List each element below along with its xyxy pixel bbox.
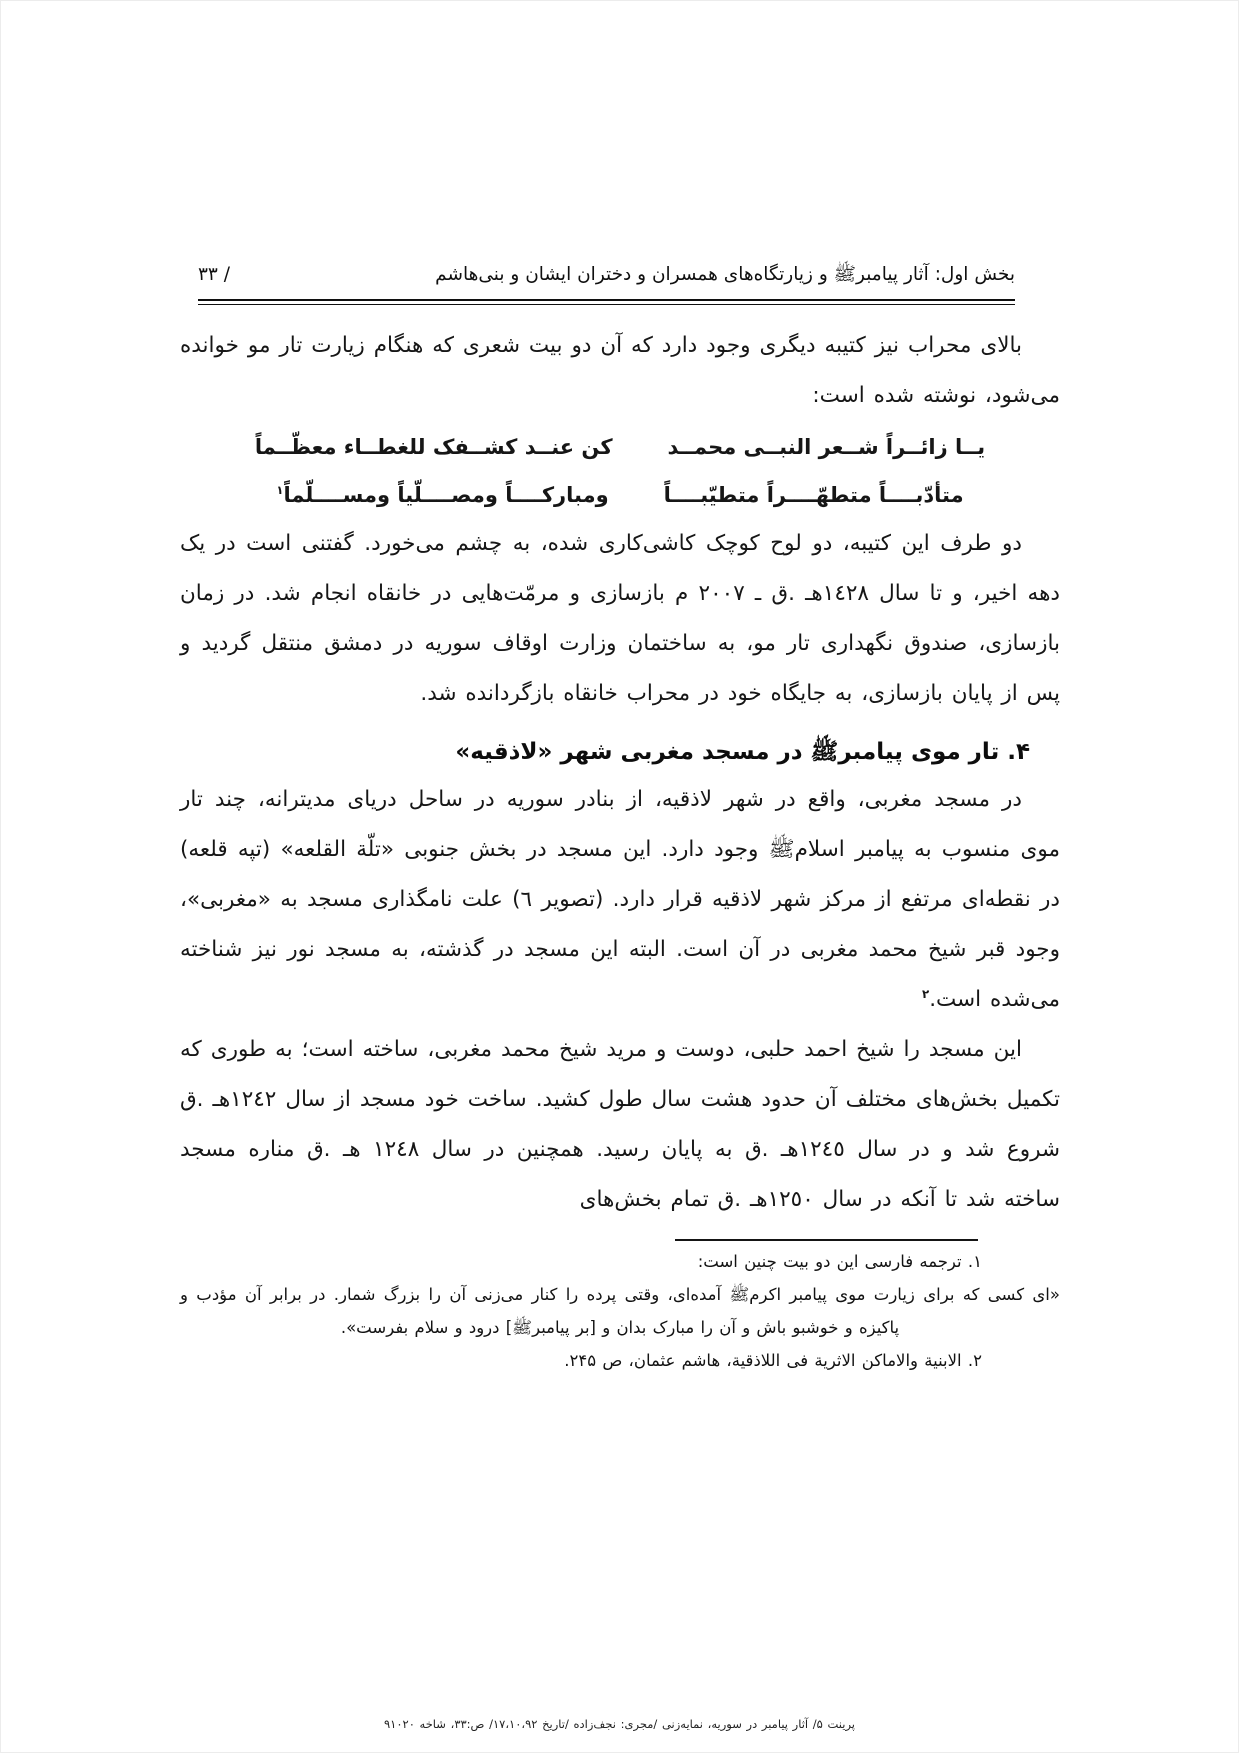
- poem-hemistich-1a: یــا زائــراً شــعر النبــی محمــد: [667, 435, 986, 459]
- paragraph-construction: این مسجد را شیخ احمد حلبی، دوست و مرید شیخ محمد مغربی، ساخته است؛ به طوری که تکمیل بخش‌های مختلف آن حدود هشت سال طول کشید. ساخت خود مسجد از سال ١٢٤٢هـ .ق شروع شد و در سال ١٢٤٥هـ .ق به پایان رسید. همچنین در سال ١٢٤٨ هـ .ق مناره مسجد ساخته شد تا آنکه در سال ١٢٥٠هـ .ق تمام بخش‌های: [180, 1037, 1060, 1212]
- poem-verse-1: [180, 423, 1060, 471]
- paragraph-mosque-text: در مسجد مغربی، واقع در شهر لاذقیه، از بنادر سوریه در ساحل دریای مدیترانه، چند تار موی منسوب به پیامبر اسلامﷺ وجود دارد. این مسجد در بخش جنوبی «تلّة القلعه» (تپه قلعه) در نقطه‌ای مرتفع از مرکز شهر لاذقیه قرار دارد. (تصویر ٦) علت نامگذاری مسجد به «مغربی»، وجود قبر شیخ محمد مغربی در آن است. البته این مسجد در گذشته، به مسجد نور نیز شناخته می‌شده است.: [180, 787, 1060, 1012]
- page-header: [180, 262, 1060, 305]
- footnotes-section: [180, 1239, 1060, 1377]
- page-number: / ۳۳: [198, 264, 230, 285]
- page-body: [180, 321, 1060, 1377]
- poem-hemistich-1b: کن عنــد کشــفک للغطــاء معظّــماً: [254, 435, 613, 459]
- footnote-separator-rule: [675, 1239, 978, 1241]
- print-footer: پرینت ۵/ آثار پیامبر در سوریه، نمایه‌زنی /مجری: نجف‌زاده /تاریخ ۱۷،۱۰،۹۲/ ص:۳۳، شاخه ۹۱۰۲۰: [383, 1717, 856, 1731]
- footnote-2: ۲. الابنیة والاماکن الاثریة فی اللاذقیة، هاشم عثمان، ص ۲۴۵.: [564, 1351, 982, 1370]
- poem-verse-2: [180, 471, 1060, 519]
- poem-hemistich-2b: [276, 471, 608, 519]
- running-head-title: بخش اول: آثار پیامبرﷺ و زیارتگاه‌های همسران و دختران ایشان و بنی‌هاشم: [435, 264, 1015, 285]
- footnote-1-intro: ۱. ترجمه فارسی این دو بیت چنین است:: [697, 1252, 982, 1271]
- arabic-poem: [180, 423, 1060, 519]
- footnote-marker-2: ۲: [922, 986, 930, 1001]
- section-heading: ۴. تار موی پیامبرﷺ در مسجد مغربی شهر «لاذقیه»: [455, 739, 1030, 765]
- paragraph-intro: بالای محراب نیز کتیبه دیگری وجود دارد که آن دو بیت شعری که هنگام زیارت تار مو خوانده می‌شود، نوشته شده است:: [180, 333, 1060, 408]
- poem-hemistich-2b-text: ومبارکــــاً ومصــــلّیاً ومســــلّماً: [283, 483, 609, 507]
- footnote-marker-1: ۱: [276, 483, 284, 497]
- paragraph-mosque: [180, 775, 1060, 1025]
- poem-hemistich-2a: متأدّبــــاً متطهّــــراً متطیّبــــاً: [663, 483, 964, 507]
- header-rule: [198, 299, 1015, 305]
- footnote-1-quote: «ای کسی که برای زیارت موی پیامبر اکرمﷺ آمده‌ای، وقتی پرده را کنار می‌زنی آن را بزرگ شمار. در برابر آن مؤدب و پاکیزه و خوشبو باش و آن را مبارک بدان و [بر پیامبرﷺ] درود و سلام بفرست».: [180, 1285, 1060, 1337]
- running-head: [198, 262, 1015, 288]
- paragraph-restoration: دو طرف این کتیبه، دو لوح کوچک کاشی‌کاری شده، به چشم می‌خورد. گفتنی است در یک دهه اخیر، و تا سال ١٤٢٨هـ .ق ـ ٢٠٠٧ م بازسازی و مرمّت‌هایی در خانقاه انجام شد. در زمان بازسازی، صندوق نگهداری تار مو، به ساختمان وزارت اوقاف سوریه در دمشق منتقل گردید و پس از پایان بازسازی، به جایگاه خود در محراب خانقاه بازگردانده شد.: [180, 531, 1060, 706]
